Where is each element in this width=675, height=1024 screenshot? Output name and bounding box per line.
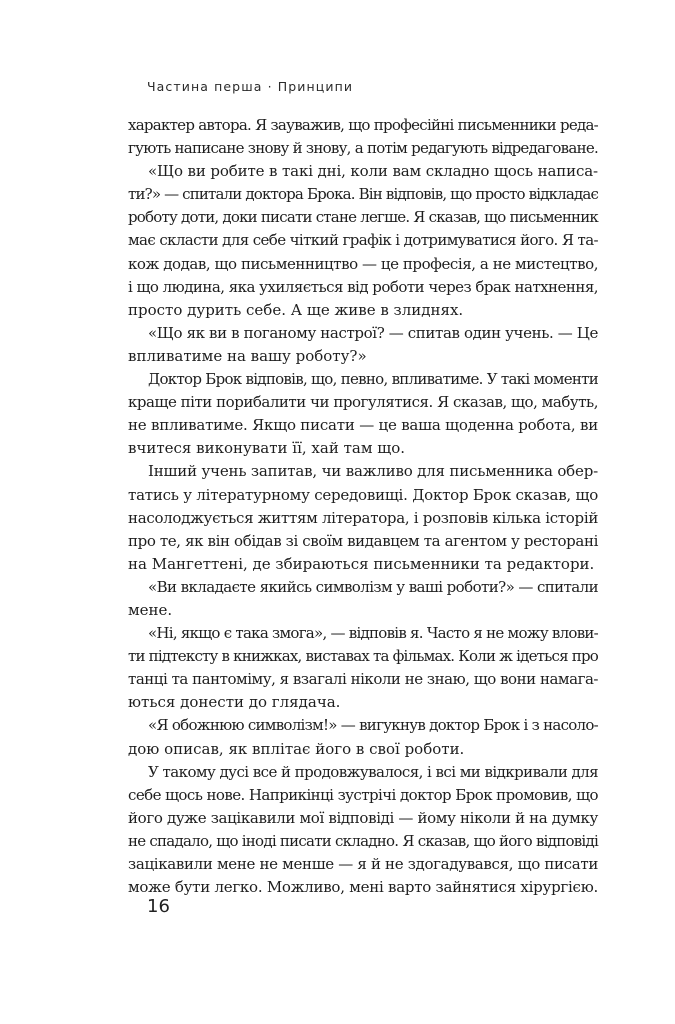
text-line: роботу доти, доки писати стане легше. Я сказав, що письменник [128,208,599,227]
body-text [128,114,598,899]
text-line: дою описав, як вплітає його в свої роботи. [128,739,465,758]
text-line: гують написане знову й знову, а потім редагують відредаговане. [128,139,599,158]
text-line: «Що як ви в поганому настрої? — спитав один учень. — Це [148,323,598,342]
text-line: і що людина, яка ухиляється від роботи через брак натхнення, [128,277,598,296]
text-line: характер автора. Я зауважив, що професійні письменники реда- [128,116,598,134]
text-line: не впливатиме. Якщо писати — це ваша щоденна робота, ви [128,416,598,435]
text-line: мене. [128,600,173,619]
text-line: танці та пантоміму, я взагалі ніколи не знаю, що вони намага- [128,670,599,689]
running-head: Частина перша · Принципи [147,79,354,94]
text-line: краще піти порибалити чи прогулятися. Я сказав, що, мабуть, [128,393,599,412]
text-line: має скласти для себе чіткий графік і дотримуватися його. Я та- [128,231,598,250]
text-line: «Я обожнюю символізм!» — вигукнув доктор Брок і з насоло- [148,716,598,735]
text-line: «Ні, якщо є така змога», — відповів я. Часто я не можу влови- [148,624,598,643]
text-line: ти підтексту в книжках, виставах та фільмах. Коли ж ідеться про [128,647,598,666]
text-line: про те, як він обідав зі своїм видавцем та агентом у ресторані [128,531,599,550]
page-number: 16 [147,896,170,917]
text-line: не спадало, що іноді писати складно. Я сказав, що його відповіді [128,831,598,850]
text-line: зацікавили мене не менше — я й не здогадувався, що писати [128,855,598,873]
text-line: вчитеся виконувати її, хай там що. [128,439,406,458]
text-line: татись у літературному середовищі. Доктор Брок сказав, що [128,485,599,504]
text-line: У такому дусі все й продовжувалося, і всі ми відкривали для [148,762,599,781]
text-line: впливатиме на вашу роботу?» [128,346,367,365]
text-line: його дуже зацікавили мої відповіді — йому ніколи й на думку [128,808,598,827]
text-line: просто дурить себе. А ще живе в злиднях. [128,300,464,319]
text-line: Доктор Брок відповів, що, певно, впливатиме. У такі моменти [148,370,598,389]
text-line: ти?» — спитали доктора Брока. Він відповів, що просто відкладає [128,185,599,204]
text-line: «Ви вкладаєте якийсь символізм у ваші роботи?» — спитали [148,577,599,596]
text-line: себе щось нове. Наприкінці зустрічі доктор Брок промовив, що [128,785,598,804]
text-line: кож додав, що письменництво — це професія, а не мистецтво, [128,254,599,273]
text-line: ються донести до глядача. [128,693,341,712]
text-line: «Що ви робите в такі дні, коли вам складно щось написа- [148,162,598,181]
text-line: насолоджується життям літератора, і розповів кілька історій [128,508,599,527]
text-line: може бути легко. Можливо, мені варто зайнятися хірургією. [128,878,598,897]
text-line: Інший учень запитав, чи важливо для письменника обер- [148,462,598,481]
text-line: на Мангеттені, де збираються письменники та редактори. [128,554,595,573]
